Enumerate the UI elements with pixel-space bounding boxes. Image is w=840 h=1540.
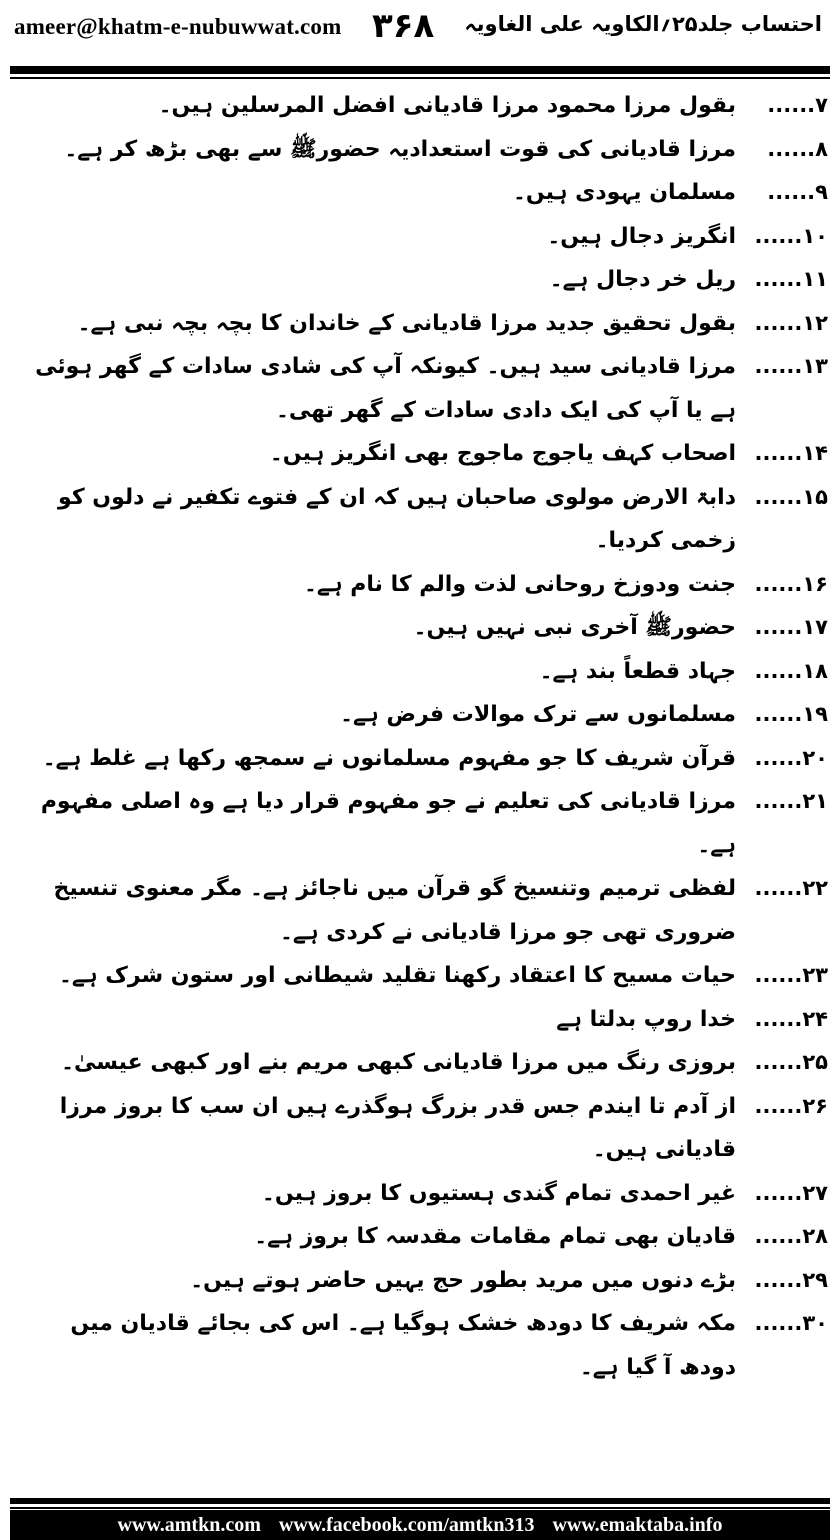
list-item [12, 128, 828, 172]
list-item [12, 737, 828, 781]
item-number [744, 215, 828, 259]
item-number [744, 954, 828, 998]
item-text: غیر احمدی تمام گندی ہستیوں کا بروز ہیں۔ [261, 1180, 736, 1206]
list-item [12, 215, 828, 259]
footer-link-amtkn[interactable]: www.amtkn.com [117, 1513, 261, 1536]
list-item [12, 867, 828, 954]
item-text: حیات مسیح کا اعتقاد رکھنا تقلید شیطانی اور ستون شرک ہے۔ [58, 963, 736, 988]
item-number [744, 998, 828, 1042]
item-number-leader: ...... [767, 93, 816, 117]
item-number [744, 345, 828, 389]
footer-divider-thin [10, 1507, 830, 1509]
item-number [744, 432, 828, 476]
item-number-value: ۲۴ [802, 1006, 828, 1031]
item-number [744, 302, 828, 346]
item-text: قادیان بھی تمام مقامات مقدسہ کا بروز ہے۔ [254, 1224, 736, 1249]
item-number-leader: ...... [754, 571, 803, 596]
item-text: قرآن شریف کا جو مفہوم مسلمانوں نے سمجھ رکھا ہے غلط ہے۔ [42, 745, 736, 771]
item-text: مکہ شریف کا دودھ خشک ہوگیا ہے۔ اس کی بجائے قادیان میں دودھ آ گیا ہے۔ [70, 1311, 736, 1380]
item-number-leader: ...... [754, 963, 803, 987]
item-number-value: ۱۲ [802, 310, 828, 335]
item-number-value: ۱۷ [802, 615, 828, 639]
item-number [744, 867, 828, 911]
item-text: مسلمانوں سے ترک موالات فرض ہے۔ [340, 702, 736, 727]
item-text: مرزا قادیانی کی تعلیم نے جو مفہوم قرار دیا ہے وہ اصلی مفہوم ہے۔ [40, 789, 736, 858]
list-item [12, 84, 828, 128]
item-text: مرزا قادیانی سید ہیں۔ کیونکہ آپ کی شادی سادات کے گھر ہوئی ہے یا آپ کی ایک دادی سادات کے گھر تھی۔ [35, 354, 736, 423]
item-number-value: ۷ [815, 93, 828, 117]
item-number-leader: ...... [754, 441, 803, 465]
item-text: مسلمان یہودی ہیں۔ [512, 180, 736, 205]
item-number-value: ۲۷ [802, 1180, 828, 1205]
item-number-leader: ...... [754, 745, 803, 770]
item-number [744, 693, 828, 737]
footer-link-facebook[interactable]: www.facebook.com/amtkn313 [278, 1513, 535, 1536]
item-number-leader: ...... [754, 789, 803, 813]
item-number [744, 737, 828, 781]
list-item [12, 563, 828, 607]
item-number-value: ۱۳ [802, 354, 828, 378]
item-number-leader: ...... [754, 1267, 803, 1292]
page-number: ۳۶۸ [372, 6, 435, 46]
list-item [12, 998, 828, 1042]
item-text: خدا روپ بدلتا ہے [556, 1006, 736, 1032]
item-number-value: ۱۶ [802, 571, 828, 596]
list-item [12, 171, 828, 215]
item-text: حضورﷺ آخری نبی نہیں ہیں۔ [413, 615, 736, 640]
list-item [12, 780, 828, 867]
item-number [744, 1302, 828, 1346]
item-number [744, 171, 828, 215]
item-text: ریل خر دجال ہے۔ [549, 267, 736, 292]
item-text: از آدم تا ایندم جس قدر بزرگ ہوگذرے ہیں ان سب کا بروز مرزا قادیانی ہیں۔ [59, 1093, 736, 1162]
item-number-value: ۱۸ [802, 658, 828, 683]
item-number [744, 476, 828, 520]
list-item [12, 476, 828, 563]
item-number-leader: ...... [754, 1006, 803, 1031]
item-text: مرزا قادیانی کی قوت استعدادیہ حضورﷺ سے بھی بڑھ کر ہے۔ [64, 136, 736, 162]
item-number-value: ۳۰ [802, 1311, 828, 1335]
item-list [12, 84, 828, 1389]
item-number-leader: ...... [754, 484, 803, 509]
item-number-value: ۱۵ [802, 484, 828, 509]
item-text: لفظی ترمیم وتنسیخ گو قرآن میں ناجائز ہے۔ مگر معنوی تنسیخ ضروری تھی جو مرزا قادیانی نے کردی ہے۔ [53, 876, 736, 945]
list-item [12, 954, 828, 998]
list-item [12, 302, 828, 346]
item-text: بڑے دنوں میں مرید بطور حج یہیں حاضر ہوتے ہیں۔ [190, 1267, 736, 1293]
item-number-value: ۱۰ [802, 223, 828, 248]
item-number-leader: ...... [754, 876, 803, 900]
item-number-value: ۸ [815, 136, 828, 161]
item-number-value: ۲۸ [802, 1224, 828, 1248]
list-item [12, 606, 828, 650]
item-number [744, 1259, 828, 1303]
list-item [12, 650, 828, 694]
list-item [12, 1302, 828, 1389]
item-number [744, 1085, 828, 1129]
footer-link-emaktaba[interactable]: www.emaktaba.info [552, 1513, 723, 1536]
item-number [744, 606, 828, 650]
item-number [744, 128, 828, 172]
item-number-value: ۲۰ [802, 745, 828, 770]
item-number-value: ۲۹ [802, 1267, 828, 1292]
footer-divider-thick [10, 1498, 830, 1504]
list-item [12, 1259, 828, 1303]
item-number-value: ۲۶ [802, 1093, 828, 1118]
item-text: بروزی رنگ میں مرزا قادیانی کبھی مریم بنے اور کبھی عیسیٰ۔ [61, 1050, 736, 1075]
list-item [12, 432, 828, 476]
item-number [744, 84, 828, 128]
item-text: جہاد قطعاً بند ہے۔ [539, 658, 736, 684]
item-text: اصحاب کہف یاجوج ماجوج بھی انگریز ہیں۔ [269, 441, 736, 466]
item-number-value: ۱۱ [802, 267, 828, 291]
list-item [12, 258, 828, 302]
item-text: بقول تحقیق جدید مرزا قادیانی کے خاندان کا بچہ بچہ نبی ہے۔ [77, 310, 736, 336]
item-number-leader: ...... [754, 702, 803, 726]
item-number-leader: ...... [767, 136, 816, 161]
item-number-leader: ...... [754, 1311, 803, 1335]
item-number-leader: ...... [754, 223, 803, 248]
item-number-leader: ...... [754, 1093, 803, 1118]
item-number-leader: ...... [754, 1180, 803, 1205]
item-number-value: ۹ [815, 180, 828, 204]
list-item [12, 1215, 828, 1259]
list-item [12, 1172, 828, 1216]
item-number-value: ۲۲ [802, 876, 828, 900]
item-number [744, 650, 828, 694]
item-number-value: ۱۴ [802, 441, 828, 465]
item-number [744, 780, 828, 824]
item-number-value: ۲۳ [802, 963, 828, 987]
item-text: بقول مرزا محمود مرزا قادیانی افضل المرسلین ہیں۔ [158, 93, 736, 118]
item-number [744, 1172, 828, 1216]
book-title: احتساب جلد۲۵؍الکاویہ علی الغاویہ [464, 12, 822, 36]
item-number-leader: ...... [754, 658, 803, 683]
page-header [0, 0, 840, 60]
item-number-leader: ...... [754, 354, 803, 378]
item-number-leader: ...... [754, 1224, 803, 1248]
item-number-leader: ...... [754, 1050, 803, 1074]
item-number-leader: ...... [754, 267, 803, 291]
list-item [12, 1085, 828, 1172]
header-email: ameer@khatm-e-nubuwwat.com [14, 14, 342, 39]
item-number-value: ۱۹ [802, 702, 828, 726]
item-text: جنت ودوزخ روحانی لذت والم کا نام ہے۔ [303, 571, 736, 597]
list-item [12, 693, 828, 737]
item-number [744, 258, 828, 302]
item-number [744, 563, 828, 607]
item-number-leader: ...... [754, 615, 803, 639]
item-number [744, 1041, 828, 1085]
item-number-value: ۲۱ [802, 789, 828, 813]
item-number-leader: ...... [767, 180, 816, 204]
item-number-leader: ...... [754, 310, 803, 335]
item-text: انگریز دجال ہیں۔ [547, 223, 736, 249]
item-number [744, 1215, 828, 1259]
item-number-value: ۲۵ [802, 1050, 828, 1074]
list-item [12, 345, 828, 432]
footer-links-bar [10, 1510, 830, 1540]
list-item [12, 1041, 828, 1085]
header-divider-thick [10, 66, 830, 74]
header-divider-thin [10, 77, 830, 79]
item-text: دابۃ الارض مولوی صاحبان ہیں کہ ان کے فتوے تکفیر نے دلوں کو زخمی کردیا۔ [58, 484, 736, 553]
